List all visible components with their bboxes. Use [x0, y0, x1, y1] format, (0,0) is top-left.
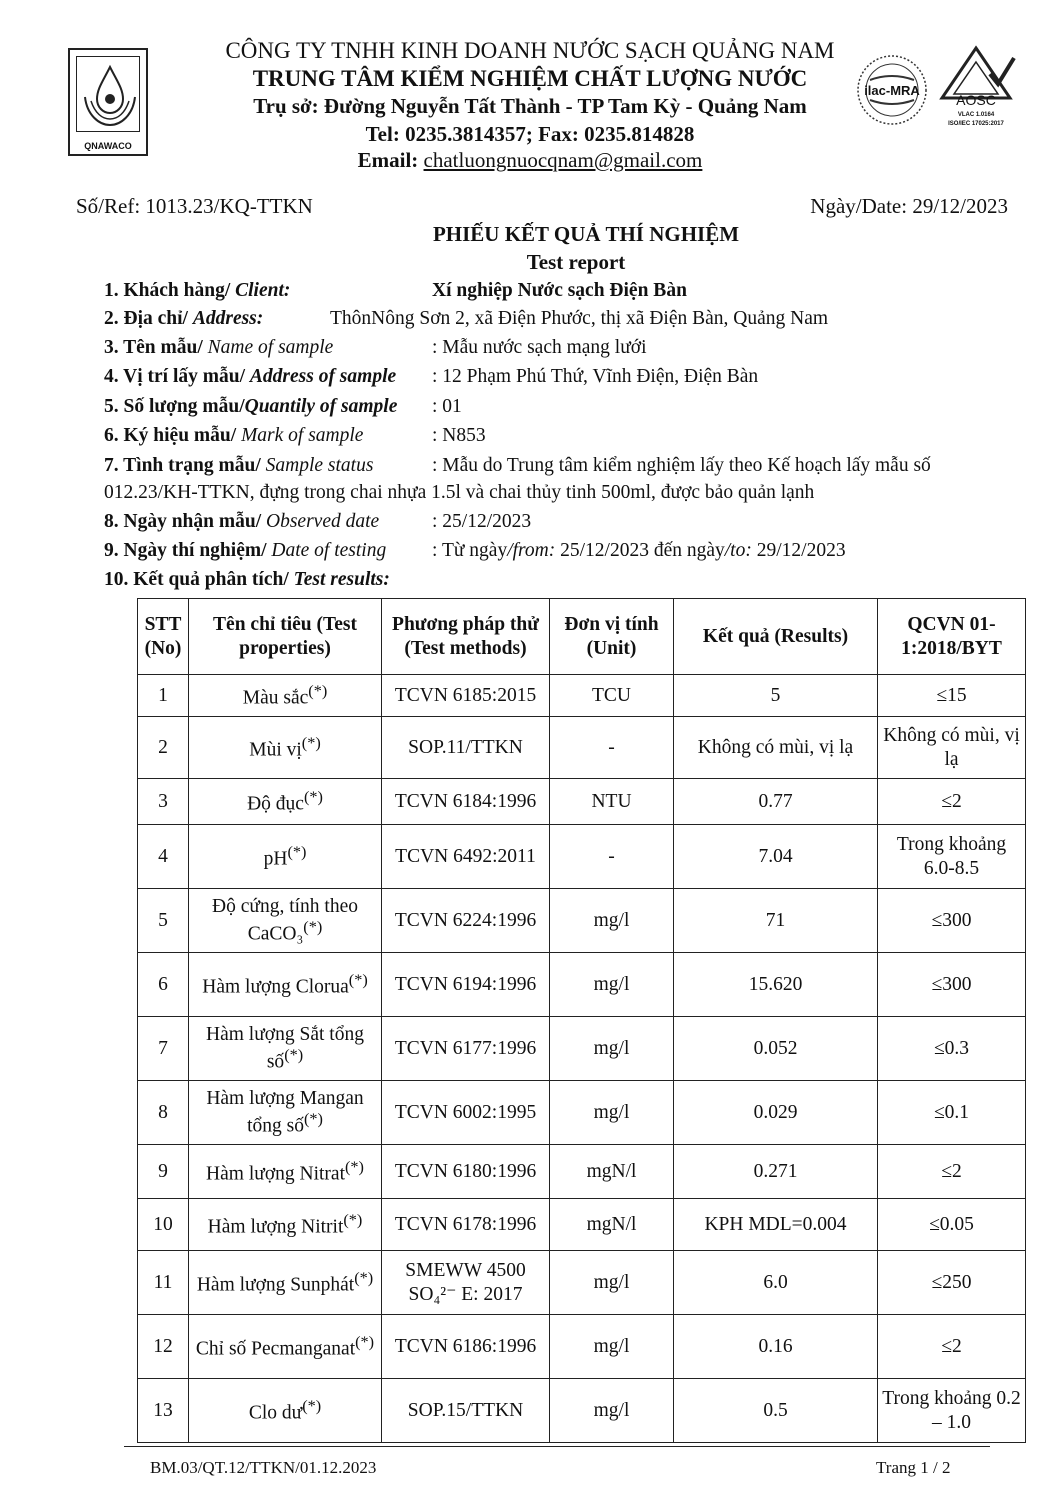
table-row: 3 Độ đục(*) TCVN 6184:1996 NTU 0.77 ≤2: [138, 779, 1026, 825]
info-sample-name: 3. Tên mẫu/ Name of sample: [104, 337, 334, 358]
address-value: ThônNông Sơn 2, xã Điện Phước, thị xã Điện Bàn, Quảng Nam: [330, 308, 829, 329]
aosc-text: AOSC: [956, 92, 996, 108]
observed-date-value: : 25/12/2023: [432, 511, 532, 532]
sample-address-value: : 12 Phạm Phú Thứ, Vĩnh Điện, Điện Bàn: [432, 366, 759, 387]
header-methods: Phương pháp thử (Test methods): [382, 599, 550, 675]
table-row: 6 Hàm lượng Clorua(*) TCVN 6194:1996 mg/l 15.620 ≤300: [138, 953, 1026, 1017]
header-no: STT (No): [138, 599, 189, 675]
company-email: [150, 148, 910, 173]
table-header-row: [138, 599, 1026, 675]
vlac-number: VLAC 1.0164: [957, 112, 995, 118]
quantity-value: : 01: [432, 396, 462, 417]
report-title: PHIẾU KẾT QUẢ THÍ NGHIỆM: [432, 222, 740, 246]
header-properties: Tên chỉ tiêu (Test properties): [189, 599, 382, 675]
company-address: Trụ sở: Đường Nguyễn Tất Thành - TP Tam Kỳ - Quảng Nam: [253, 94, 807, 118]
company-logo: [68, 48, 148, 156]
header-standard: QCVN 01-1:2018/BYT: [878, 599, 1026, 675]
table-row: 2 Mùi vị(*) SOP.11/TTKN - Không có mùi, vị lạ Không có mùi, vị lạ: [138, 717, 1026, 779]
center-name: TRUNG TÂM KIỂM NGHIỆM CHẤT LƯỢNG NƯỚC: [252, 66, 808, 91]
info-mark: 6. Ký hiệu mẫu/ Mark of sample: [104, 425, 364, 446]
header-results: Kết quả (Results): [674, 599, 878, 675]
footer-divider: [124, 1446, 990, 1447]
info-testing-date: 9. Ngày thí nghiệm/ Date of testing: [104, 540, 387, 561]
company-phone: Tel: 0235.3814357; Fax: 0235.814828: [365, 122, 695, 146]
report-date: Ngày/Date: 29/12/2023: [810, 194, 1008, 218]
table-row: 8 Hàm lượng Mangan tổng số(*) TCVN 6002:1995 mg/l 0.029 ≤0.1: [138, 1081, 1026, 1145]
info-quantity: 5. Số lượng mẫu/Quantily of sample: [104, 396, 398, 417]
status-value: : Mẫu do Trung tâm kiểm nghiệm lấy theo Kế hoạch lấy mẫu số: [432, 455, 931, 476]
table-row: 1 Màu sắc(*) TCVN 6185:2015 TCU 5 ≤15: [138, 675, 1026, 717]
info-observed-date: 8. Ngày nhận mẫu/ Observed date: [104, 511, 380, 532]
report-title-en: Test report: [526, 250, 626, 274]
email-label: Email:: [357, 148, 424, 172]
info-status: 7. Tình trạng mẫu/ Sample status: [104, 455, 374, 476]
aosc-badge: [934, 44, 1018, 136]
iso-standard: ISO/IEC 17025:2017: [948, 121, 1004, 127]
page-number: Trang 1 / 2: [876, 1458, 951, 1477]
mark-value: : N853: [432, 425, 486, 446]
table-row: 7 Hàm lượng Sắt tổng số(*) TCVN 6177:1996 mg/l 0.052 ≤0.3: [138, 1017, 1026, 1081]
info-address: 2. Địa chỉ/ Address:: [104, 308, 264, 329]
table-row: 12 Chỉ số Pecmanganat(*) TCVN 6186:1996 mg/l 0.16 ≤2: [138, 1315, 1026, 1379]
info-test-results: 10. Kết quả phân tích/ Test results:: [104, 569, 390, 590]
table-row: 9 Hàm lượng Nitrat(*) TCVN 6180:1996 mgN/l 0.271 ≤2: [138, 1145, 1026, 1199]
sample-name-value: : Mẫu nước sạch mạng lưới: [432, 337, 647, 358]
company-name: CÔNG TY TNHH KINH DOANH NƯỚC SẠCH QUẢNG NAM: [225, 38, 835, 63]
table-row: 13 Clo dư(*) SOP.15/TTKN mg/l 0.5 Trong khoảng 0.2 – 1.0: [138, 1379, 1026, 1443]
results-table: [137, 598, 1026, 1443]
water-drop-hands-icon: [76, 56, 140, 132]
form-code: BM.03/QT.12/TTKN/01.12.2023: [150, 1458, 377, 1477]
ilac-text: ilac-MRA: [864, 83, 920, 98]
email-link[interactable]: chatluongnuocqnam@gmail.com: [423, 148, 703, 172]
header-unit: Đơn vị tính (Unit): [550, 599, 674, 675]
table-row: 5 Độ cứng, tính theo CaCO₃(*) TCVN 6224:1996 mg/l 71 ≤300: [138, 889, 1026, 953]
table-row: 11 Hàm lượng Sunphát(*) SMEWW 4500 SO₄²⁻ E: 2017 mg/l 6.0 ≤250: [138, 1251, 1026, 1315]
logo-caption: QNAWACO: [84, 141, 132, 151]
table-row: 10 Hàm lượng Nitrit(*) TCVN 6178:1996 mgN/l KPH MDL=0.004 ≤0.05: [138, 1199, 1026, 1251]
table-row: 4 pH(*) TCVN 6492:2011 - 7.04 Trong khoảng 6.0-8.5: [138, 825, 1026, 889]
info-sample-address: 4. Vị trí lấy mẫu/ Address of sample: [104, 366, 397, 387]
client-value: Xí nghiệp Nước sạch Điện Bàn: [432, 280, 687, 301]
info-client: 1. Khách hàng/ Client:: [104, 280, 291, 301]
reference-number: Số/Ref: 1013.23/KQ-TTKN: [76, 194, 313, 218]
status-value-cont: 012.23/KH-TTKN, đựng trong chai nhựa 1.5l và chai thủy tinh 500ml, được bảo quản lạnh: [104, 482, 815, 503]
testing-date-value: : Từ ngày/from: 25/12/2023 đến ngày/to: 29/12/2023: [432, 540, 846, 561]
